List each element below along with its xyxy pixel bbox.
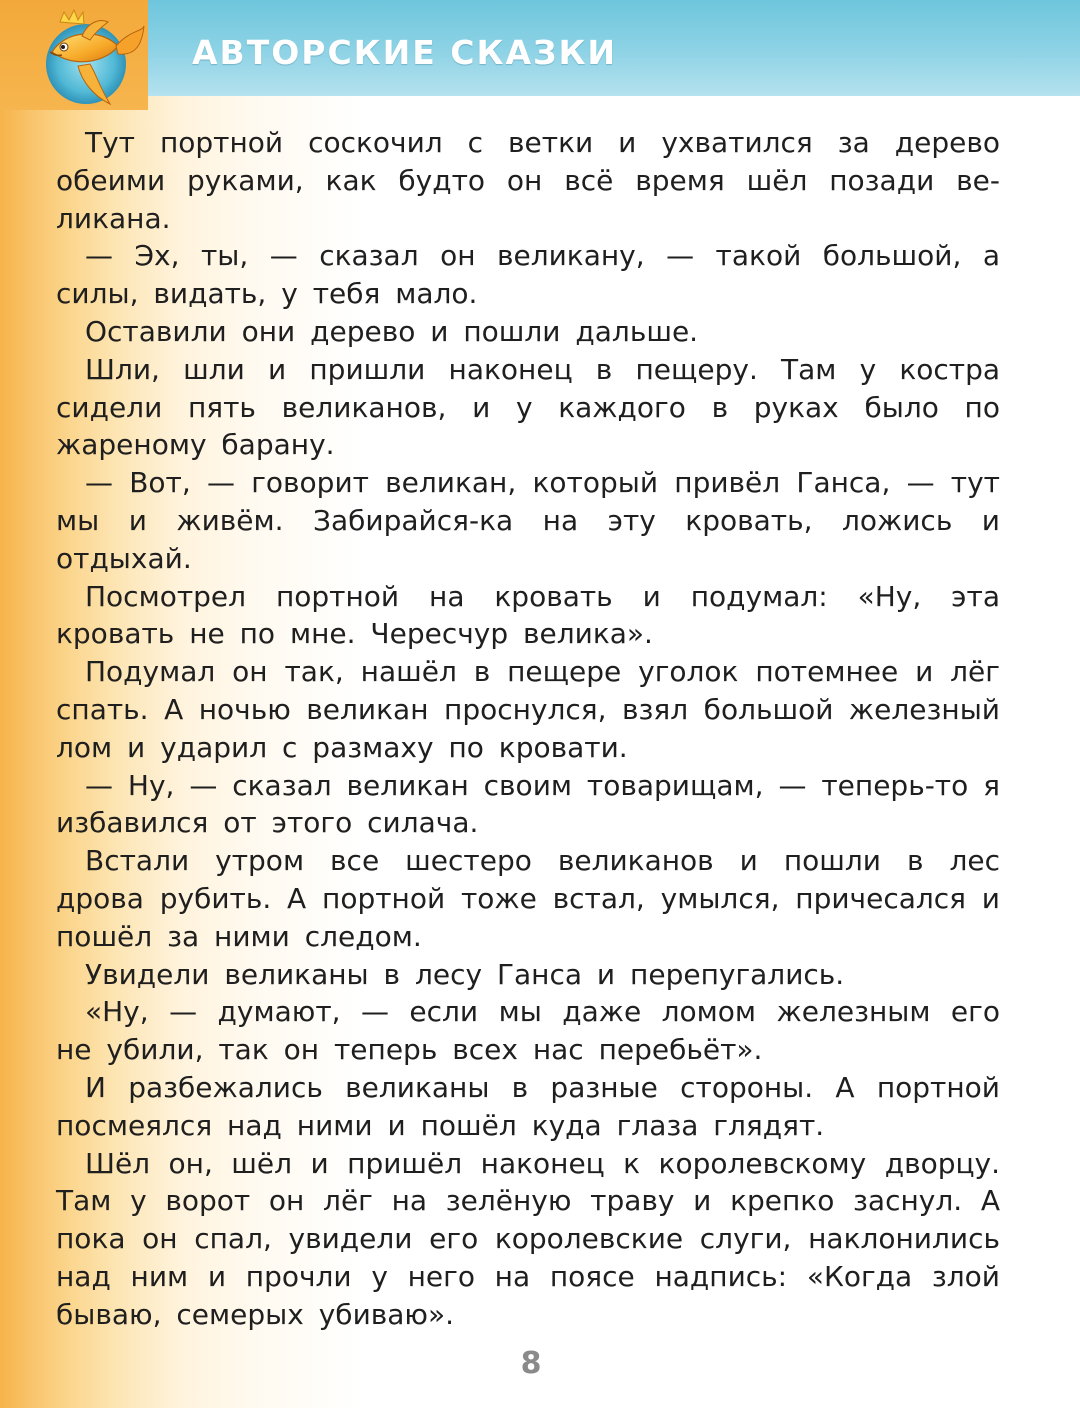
paragraph: Шли, шли и пришли наконец в пещеру. Там у костра сидели пять великанов, и у каждого в руках было по жареному барану.: [56, 352, 1000, 462]
paragraph: — Ну, — сказал великан своим товарищам, — теперь-то я избавился от этого силача.: [56, 768, 1000, 840]
story-text: [56, 124, 1000, 1334]
paragraph: Тут портной соскочил с ветки и ухватился за дерево обеими руками, как будто он всё время шёл позади великана.: [56, 126, 1000, 235]
goldfish-icon: [38, 0, 148, 110]
paragraph: Увидели великаны в лесу Ганса и перепугались.: [85, 957, 845, 991]
paragraph: Шёл он, шёл и пришёл наконец к королевскому дворцу. Там у ворот он лёг на зелёную траву и крепко заснул. А пока он спал, увидели его королевские слуги, наклонились над ним и прочли у него на поясе надпись: «Когда злой бываю, семерых убиваю».: [56, 1146, 1000, 1331]
paragraph: Оставили они дерево и пошли дальше.: [85, 314, 699, 348]
paragraph: — Вот, — говорит великан, который привёл Ганса, — тут мы и живём. Забирайся-ка на эту кровать, ложись и отдыхай.: [56, 466, 1000, 575]
paragraph: Встали утром все шестеро великанов и пошли в лес дрова рубить. А портной тоже встал, умылся, причесался и пошёл за ними следом.: [56, 844, 1000, 953]
section-title: АВТОРСКИЕ СКАЗКИ: [192, 33, 618, 72]
paragraph: «Ну, — думают, — если мы даже ломом железным его не убили, так он теперь всех нас перебьёт».: [56, 995, 1000, 1067]
paragraph: И разбежались великаны в разные стороны. А портной посмеялся над ними и пошёл куда глаза глядят.: [56, 1070, 1000, 1142]
page-number: 8: [520, 1346, 542, 1381]
paragraph: Посмотрел портной на кровать и подумал: «Ну, эта кровать не по мне. Чересчур велика».: [56, 579, 1000, 651]
paragraph: Подумал он так, нашёл в пещере уголок потемнее и лёг спать. А ночью великан проснулся, взял большой железный лом и ударил с размаху по кровати.: [56, 655, 1000, 764]
page-header: [0, 0, 1080, 100]
paragraph: — Эх, ты, — сказал он великану, — такой большой, а силы, видать, у тебя мало.: [56, 239, 1000, 311]
